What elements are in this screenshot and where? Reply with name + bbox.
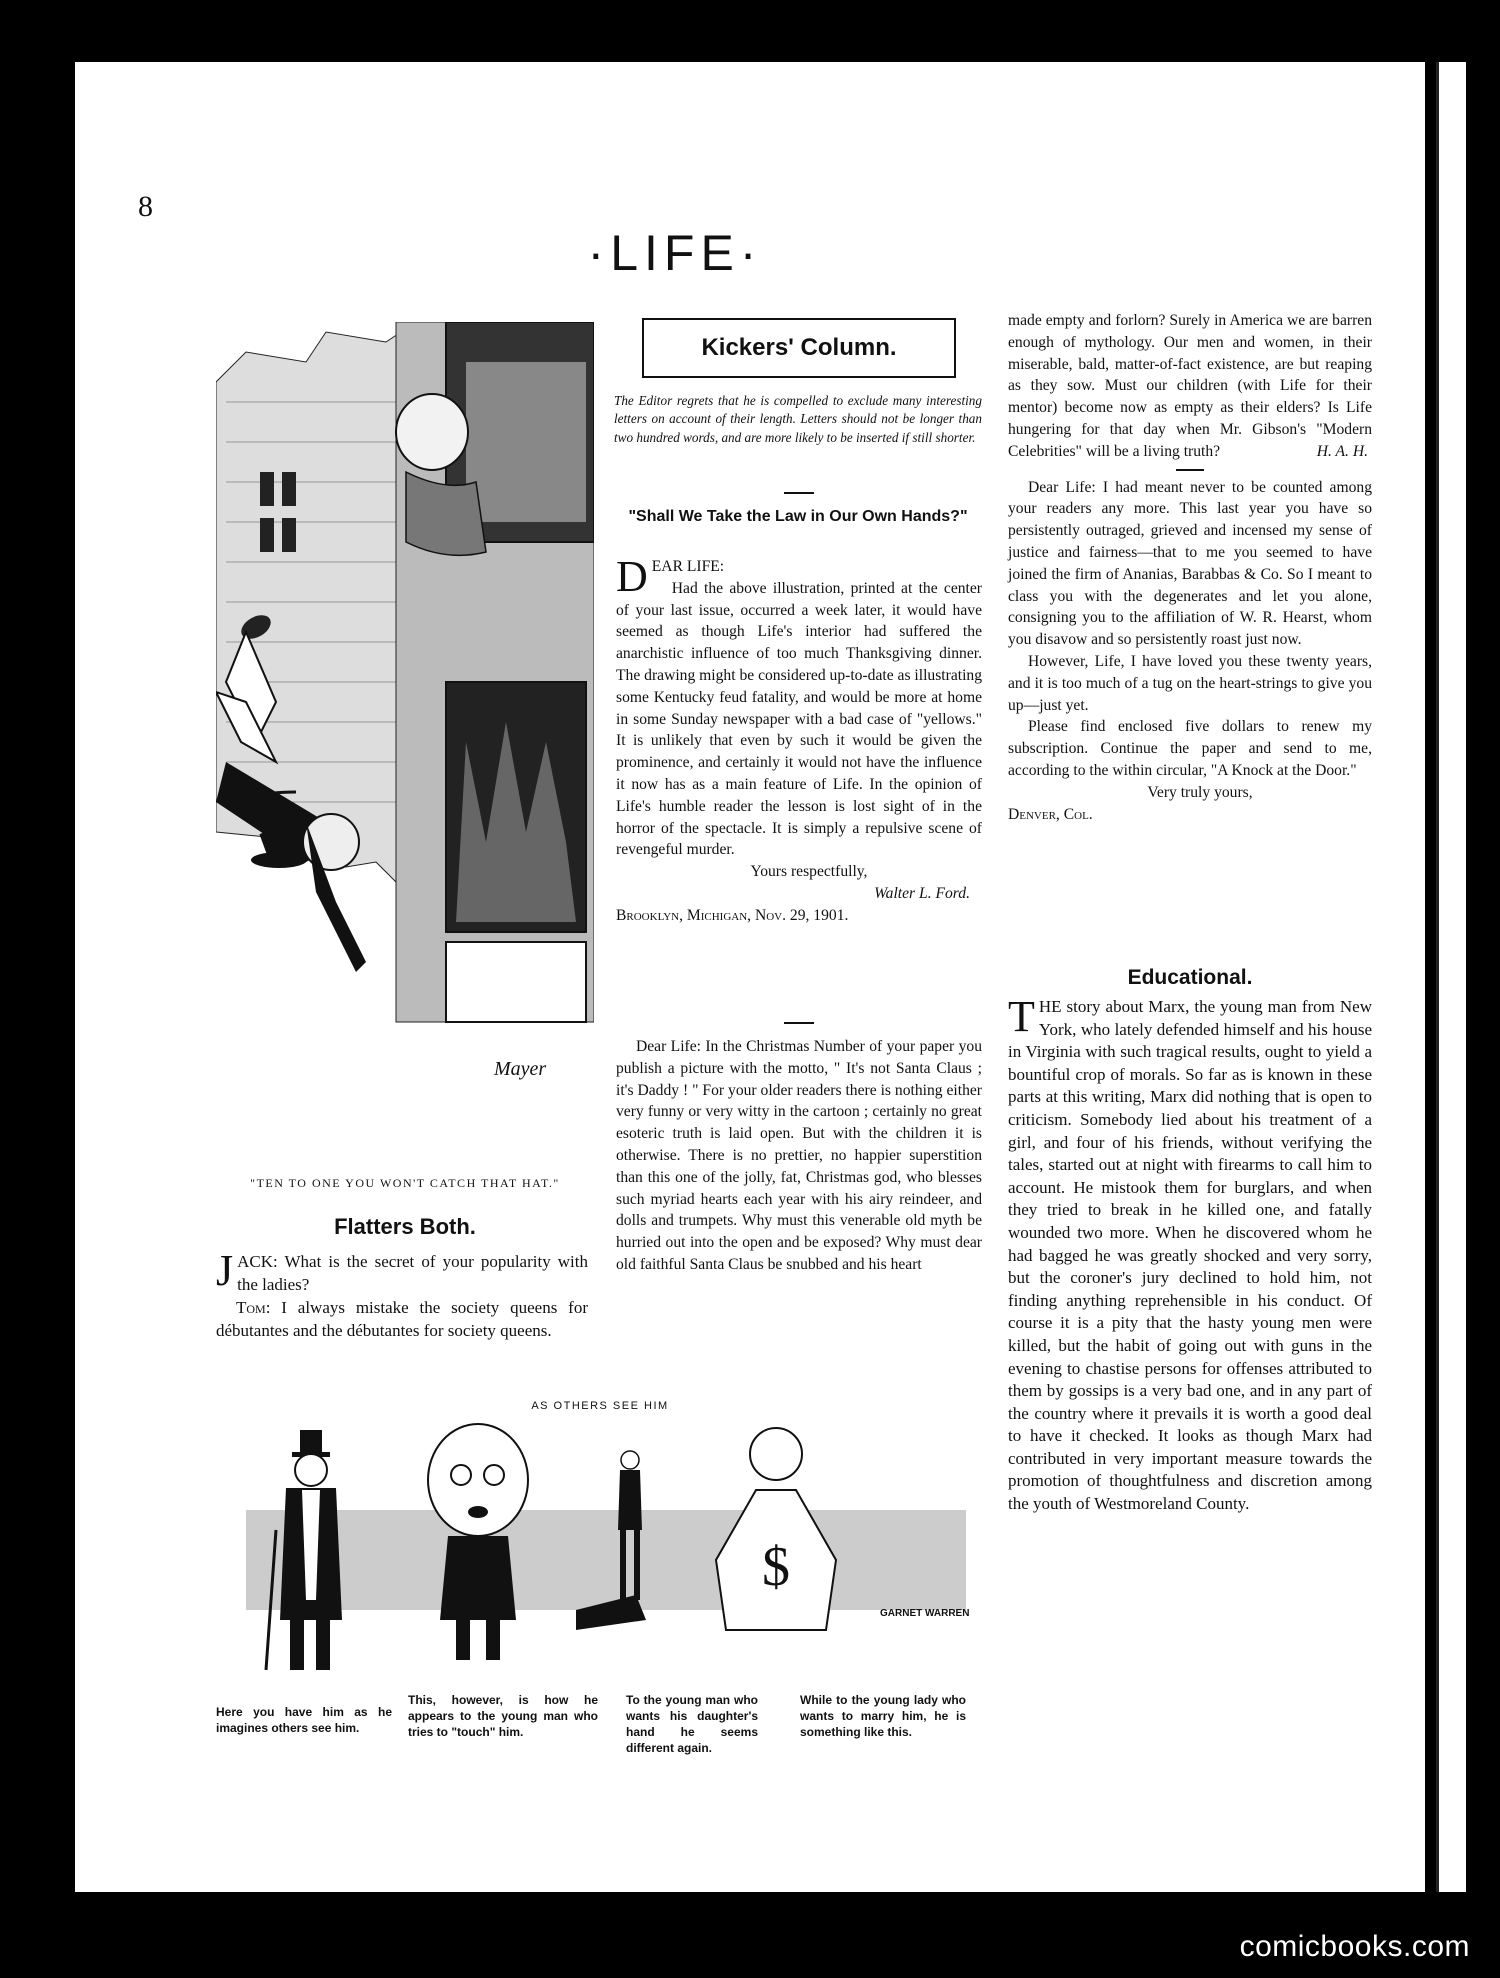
flatters-line-1: [216, 1246, 588, 1296]
illustration-caption: "TEN TO ONE YOU WON'T CATCH THAT HAT.": [250, 1176, 560, 1190]
masthead: ·LIFE·: [587, 225, 763, 281]
letter1-closing: Yours respectfully,: [750, 863, 868, 881]
letter1: [616, 552, 982, 927]
illustration-signature: Mayer: [494, 1058, 547, 1080]
right-column-letters: [1008, 310, 1372, 825]
letter1-signature: Walter L. Ford.: [874, 884, 970, 902]
letter3-paragraph-3: Please find enclosed five dollars to renew my subscription. Continue the paper and send to me, according to the within circular, "A Knock at the Door.": [1008, 718, 1372, 779]
letter3-place: Denver, Col.: [1008, 805, 1093, 823]
watermark: comicbooks.com: [1239, 1930, 1470, 1963]
letter1-place: Brooklyn, Michigan, Nov. 29, 1901.: [616, 906, 849, 924]
divider: [784, 492, 814, 494]
letter2-signature: H. A. H.: [1316, 442, 1368, 460]
flatters-line-2-text: : I always mistake the society queens for débutantes and the débutantes for society queens.: [216, 1298, 588, 1340]
svg-text:$: $: [762, 1536, 790, 1598]
divider: [784, 1022, 814, 1024]
letter1-body: Had the above illustration, printed at the center of your last issue, occurred a week later, it would have seemed as though Life's interior had suffered the anarchistic influence of too much Thanksgiving dinner. The drawing might be considered up-to-date as illustrating some Kentucky feud fatality, and would be more at home in some Sunday newspaper with a bad case of "yellows." It is unlikely that even by such it would be given the prominence, and certainly it would not have the influence it now has as a main feature of Life. In the opinion of Life's humble reader the lesson is lost sight of in the horror of the spectacle. It is simply a repulsive scene of revengeful murder.: [616, 579, 982, 859]
letter1-title: "Shall We Take the Law in Our Own Hands?": [628, 508, 968, 525]
flatters-drop-cap: J: [216, 1246, 234, 1295]
letter1-salutation: [616, 552, 982, 601]
educational-drop-cap: T: [1008, 992, 1035, 1041]
educational-body-text: HE story about Marx, the young man from New York, who lately defended himself and his house in Virginia with such tragical results, ought to yield a bountiful crop of morals. So far as is known in these parts at this writing, Marx did nothing that is open to criticism. Somebody lied about his treatment of a girl, and four of his friends, without verifying the tales, started out at night with firearms to call him to account. He mistook them for burglars, and when they tried to break in he killed one, and fatally wounded two more. When he discovered whom he had bagged he was greatly shocked and very sorry, but the coroner's jury declined to hold him, not finding anything reprehensible in his conduct. Of course it is a pity that the hasty young men were killed, but the habit of going out with guns in the evening to chastise persons for offenses attributed to them by gossips is a very bad one, and in any part of the country where it prevails it is worth a good deal to have it checked. It looks as though Marx had contributed in very important measure towards the promotion of thoughtfulness and discretion among the youth of Westmoreland County.: [1008, 997, 1372, 1514]
letter3-paragraph-1: Dear Life: I had meant never to be counted among your readers any more. This last year you have so persistently outraged, grieved and incensed my sense of justice and fairness—that to me you seemed to have joined the firm of Ananias, Barabbas & Co. So I meant to class you with the degenerates and let you alone, consigning you to the affiliation of W. R. Hearst, whom you disavow and so persistently roast just now.: [1008, 478, 1372, 649]
letter2-continuation: made empty and forlorn? Surely in America we are barren enough of mythology. Our men and women, in their miserable, bald, matter-of-fact existence, are but reaping as they sow. Must our children (with Life for their mentor) become now as empty as their elders? Is Life hungering for that day when Mr. Gibson's "Modern Celebrities" will be a living truth?: [1008, 312, 1372, 460]
flatters-title: Flatters Both.: [334, 1214, 476, 1239]
next-page-edge: [1436, 62, 1466, 1892]
editor-note: The Editor regrets that he is compelled to exclude many interesting letters on account of their length. Letters should not be longer than two hundred words, and are more likely to be inserted if still shorter.: [614, 393, 982, 445]
flatters-body: [216, 1246, 588, 1342]
divider: [1176, 469, 1204, 471]
flatters-line-1-text: ACK: What is the secret of your popularity with the ladies?: [237, 1252, 588, 1294]
cartoon-signature: GARNET WARREN: [880, 1608, 970, 1619]
flatters-line-2: [216, 1296, 588, 1342]
kickers-column-title: Kickers' Column.: [642, 318, 956, 378]
cartoon-caption-1: Here you have him as he imagines others see him.: [216, 1705, 392, 1735]
cartoon-caption-4: While to the young lady who wants to marry him, he is something like this.: [800, 1693, 966, 1739]
letter1-salutation-text: EAR LIFE:: [651, 558, 725, 575]
letter2: [616, 1036, 982, 1276]
letter2-body: Dear Life: In the Christmas Number of your paper you publish a picture with the motto, " It's not Santa Claus ; it's Daddy ! " For your older readers there is nothing either very funny or very witty in the cartoon ; certainly no great esoteric truth is laid open. But with the children it is otherwise. There is no prettier, no happier superstition than this one of the jolly, fat, Christmas god, who blesses such myriad hearts each year with his airy reindeer, and dolls and trumpets. Why must this venerable old myth be hurried out into the open and be exposed? Why must dear old faithful Santa Claus be snubbed and his heart: [616, 1038, 982, 1273]
cartoon-caption-3: To the young man who wants his daughter's hand he seems different again.: [626, 1693, 758, 1755]
cartoon-caption-2: This, however, is how he appears to the young man who tries to "touch" him.: [408, 1693, 598, 1739]
letter3-paragraph-2: However, Life, I have loved you these twenty years, and it is too much of a tug on the heart-strings to give you up—just yet.: [1008, 652, 1372, 714]
page-number: 8: [138, 190, 153, 223]
as-others-see-him-cartoon: [216, 1420, 982, 1702]
educational-body: [1008, 992, 1372, 1516]
letter1-drop-cap: D: [616, 552, 648, 601]
letter3-closing: Very truly yours,: [1147, 783, 1253, 801]
cartoon-title: AS OTHERS SEE HIM: [531, 1400, 669, 1412]
flatters-speaker: Tom: [236, 1298, 266, 1317]
educational-article: [1008, 992, 1372, 1516]
educational-title: Educational.: [1127, 966, 1253, 989]
falling-man-illustration: [216, 322, 594, 1122]
